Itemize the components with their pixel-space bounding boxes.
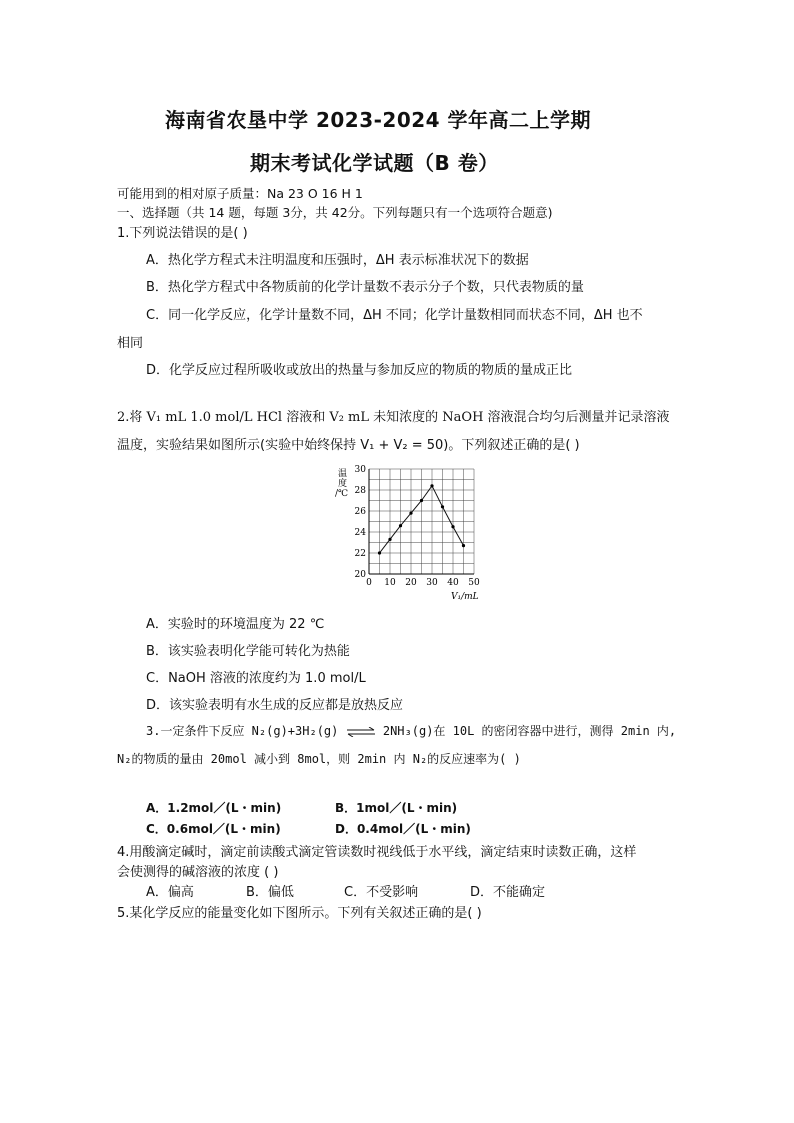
equilibrium-arrow-icon [346, 727, 376, 737]
data-point [420, 499, 423, 502]
question-2-stem-line2: 温度，实验结果如图所示(实验中始终保持 V₁ + V₂ = 50)。下列叙述正确的是( ) [117, 438, 580, 453]
atomic-mass-note: 可能用到的相对原子质量：Na 23 O 16 H 1 [117, 186, 363, 201]
data-point [399, 524, 402, 527]
y-axis-label-3: /℃ [335, 489, 349, 499]
data-point [451, 525, 454, 528]
x-axis-label: V₁/mL [451, 592, 479, 602]
data-point [378, 551, 381, 554]
question-3-option-b: B．1mol／(L・min) [335, 801, 458, 815]
question-3-stem-line1 [146, 722, 676, 739]
question-2-option-b: B．该实验表明化学能可转化为热能 [146, 644, 350, 659]
question-3-option-d: D．0.4mol／(L・min) [335, 822, 471, 836]
question-1-option-d: D．化学反应过程所吸收或放出的热量与参加反应的物质的物质的量成正比 [146, 363, 573, 378]
x-tick-label: 30 [426, 578, 438, 588]
data-point [409, 512, 412, 515]
question-2-option-c: C．NaOH 溶液的浓度约为 1.0 mol/L [146, 671, 366, 686]
question-3-option-c: C．0.6mol／(L・min) [146, 822, 281, 836]
question-3-products: 2NH₃(g)在 10L 的密闭容器中进行，测得 2min 内, [382, 724, 677, 738]
chart-tick-labels [355, 465, 480, 588]
y-tick-label: 20 [354, 570, 366, 580]
question-4-option-a: A．偏高 [146, 885, 194, 900]
question-3-stem-line2: N₂的物质的量由 20mol 减小到 8mol，则 2min 内 N₂的反应速率为( ) [117, 752, 521, 766]
question-1-option-c: C．同一化学反应，化学计量数不同，ΔH 不同；化学计量数相同而状态不同，ΔH 也不 [146, 308, 643, 323]
y-tick-label: 28 [354, 486, 366, 496]
y-tick-label: 24 [354, 528, 366, 538]
question-4-option-d: D．不能确定 [470, 885, 546, 900]
x-tick-label: 20 [405, 578, 417, 588]
y-axis-label-1: 温 [338, 469, 348, 479]
y-tick-label: 30 [354, 465, 366, 475]
y-axis-label-2: 度 [338, 479, 348, 489]
data-point [441, 505, 444, 508]
x-tick-label: 40 [447, 578, 459, 588]
data-point [462, 544, 465, 547]
question-4-stem-line2: 会使测得的碱溶液的浓度 ( ) [117, 865, 279, 880]
question-4-option-c: C．不受影响 [344, 885, 419, 900]
question-3-option-a: A．1.2mol／(L・min) [146, 801, 282, 815]
x-tick-label: 0 [366, 578, 372, 588]
data-point [430, 484, 433, 487]
x-tick-label: 50 [468, 578, 480, 588]
question-1-option-b: B．热化学方程式中各物质前的化学计量数不表示分子个数，只代表物质的量 [146, 280, 584, 295]
question-1-option-c-cont: 相同 [117, 336, 144, 351]
section-heading: 一、选择题（共 14 题，每题 3分，共 42分。下列每题只有一个选项符合题意) [117, 205, 553, 220]
page-subtitle: 期末考试化学试题（B 卷） [250, 151, 499, 175]
temperature-chart [320, 462, 490, 604]
question-3-reactants: 3.一定条件下反应 N₂(g)+3H₂(g) [146, 724, 339, 738]
x-tick-label: 10 [384, 578, 396, 588]
question-2-stem-line1: 2.将 V₁ mL 1.0 mol/L HCl 溶液和 V₂ mL 未知浓度的 NaOH 溶液混合均匀后测量并记录溶液 [117, 410, 670, 425]
question-5-stem: 5.某化学反应的能量变化如下图所示。下列有关叙述正确的是( ) [117, 906, 482, 921]
data-point [388, 538, 391, 541]
question-1-option-a: A．热化学方程式未注明温度和压强时，ΔH 表示标准状况下的数据 [146, 253, 529, 268]
y-tick-label: 26 [354, 507, 366, 517]
chart-grid [369, 469, 474, 574]
question-1-stem: 1.下列说法错误的是( ) [117, 226, 248, 241]
page-title: 海南省农垦中学 2023-2024 学年高二上学期 [165, 108, 592, 132]
question-2-option-a: A．实验时的环境温度为 22 ℃ [146, 617, 325, 632]
y-tick-label: 22 [354, 549, 366, 559]
question-4-option-b: B．偏低 [246, 885, 294, 900]
question-2-option-d: D．该实验表明有水生成的反应都是放热反应 [146, 698, 404, 713]
question-4-stem-line1: 4.用酸滴定碱时，滴定前读酸式滴定管读数时视线低于水平线，滴定结束时读数正确，这样 [117, 845, 637, 860]
